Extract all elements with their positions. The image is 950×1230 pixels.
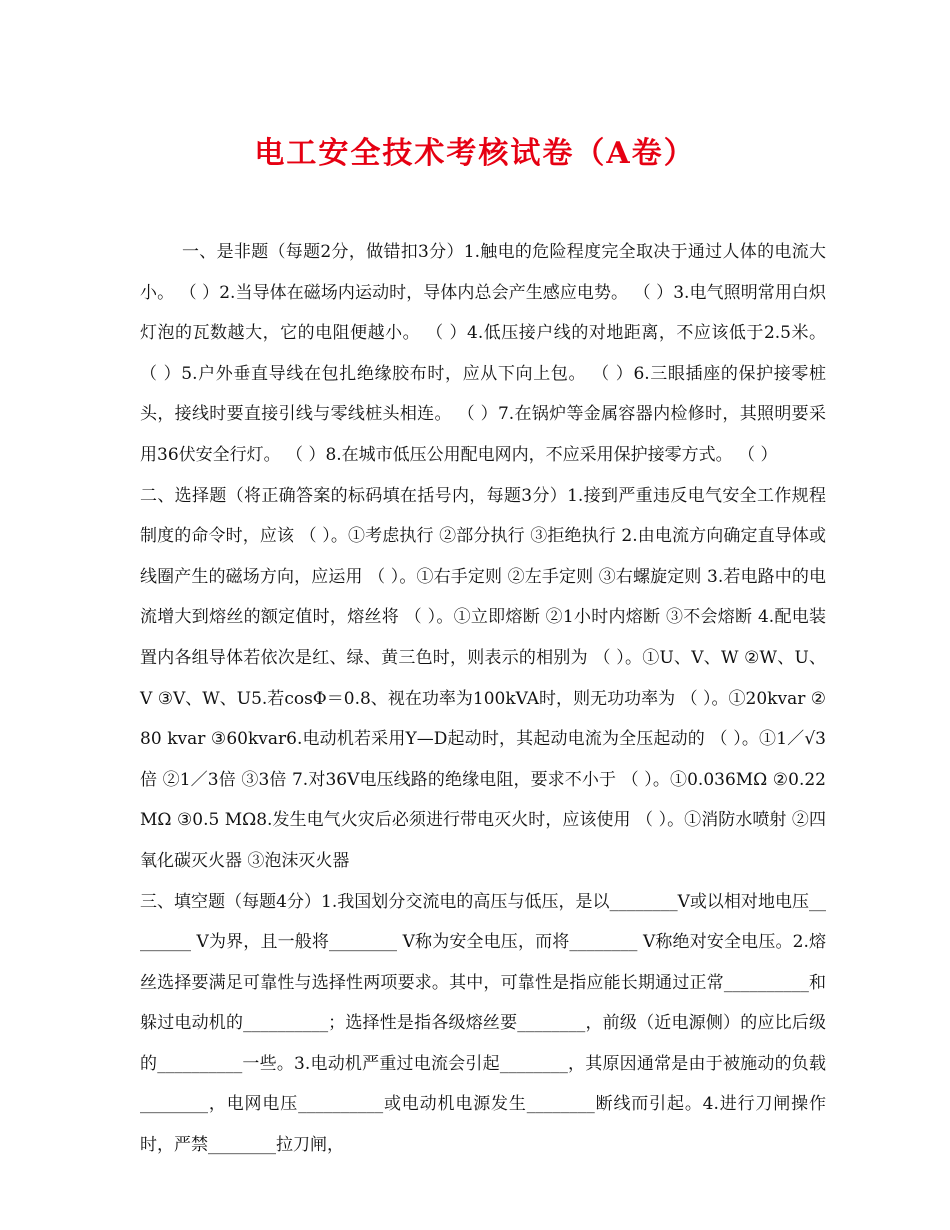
section-fill: 三、填空题（每题4分）1.我国划分交流电的高压与低压，是以________V或以相对地电压________ V为界，且一般将________ V称为安全电压，而将________ V称绝对安全电压。2.熔丝选择要满足可靠性与选择性两项要求。其中，可靠性是指应能长期通过正常__________和躲过电动机的__________；选择性是指各级熔丝要________，前级（近电源侧）的应比后级的__________一些。3.电动机严重过电流会引起________，其原因通常是由于被施动的负载________，电网电压__________或电动机电源发生________断线而引起。4.进行刀闸操作时，严禁________拉刀闸， [140, 891, 826, 1156]
section-choice: 二、选择题（将正确答案的标码填在括号内，每题3分）1.接到严重违反电气安全工作规程制度的命令时，应该 （ ）。①考虑执行 ②部分执行 ③拒绝执行 2.由电流方向确定直导体或线圈产生的磁场方向，应运用 （ ）。①右手定则 ②左手定则 ③右螺旋定则 3.若电路中的电流增大到熔丝的额定值时，熔丝将 （ ）。①立即熔断 ②1小时内熔断 ③不会熔断 4.配电装置内各组导体若依次是红、绿、黄三色时，则表示的相别为 （ ）。①U、V、W ②W、U、V ③V、W、U5.若cosΦ＝0.8、视在功率为100kVA时，则无功功率为 （ ）。①20kvar ②80 kvar ③60kvar6.电动机若采用Y—D起动时，其起动电流为全压起动的 （ ）。①1／√3倍 ②1／3倍 ③3倍 7.对36V电压线路的绝缘电阻，要求不小于 （ ）。①0.036MΩ ②0.22 MΩ ③0.5 MΩ8.发生电气火灾后必须进行带电灭火时，应该使用 （ ）。①消防水喷射 ②四氧化碳灭火器 ③泡沫灭火器 [140, 485, 826, 871]
section-judgment: 一、是非题（每题2分，做错扣3分）1.触电的危险程度完全取决于通过人体的电流大小。 （ ）2.当导体在磁场内运动时，导体内总会产生感应电势。 （ ）3.电气照明常用白炽灯泡的瓦数越大，它的电阻便越小。 （ ）4.低压接户线的对地距离，不应该低于2.5米。 （ ）5.户外垂直导线在包扎绝缘胶布时，应从下向上包。 （ ）6.三眼插座的保护接零桩头，接线时要直接引线与零线桩头相连。 （ ）7.在锅炉等金属容器内检修时，其照明要采用36伏安全行灯。 （ ）8.在城市低压公用配电网内，不应采用保护接零方式。 （ ） [140, 242, 826, 465]
document-title: 电工安全技术考核试卷（A卷） [254, 136, 696, 171]
document-body [140, 232, 826, 1166]
